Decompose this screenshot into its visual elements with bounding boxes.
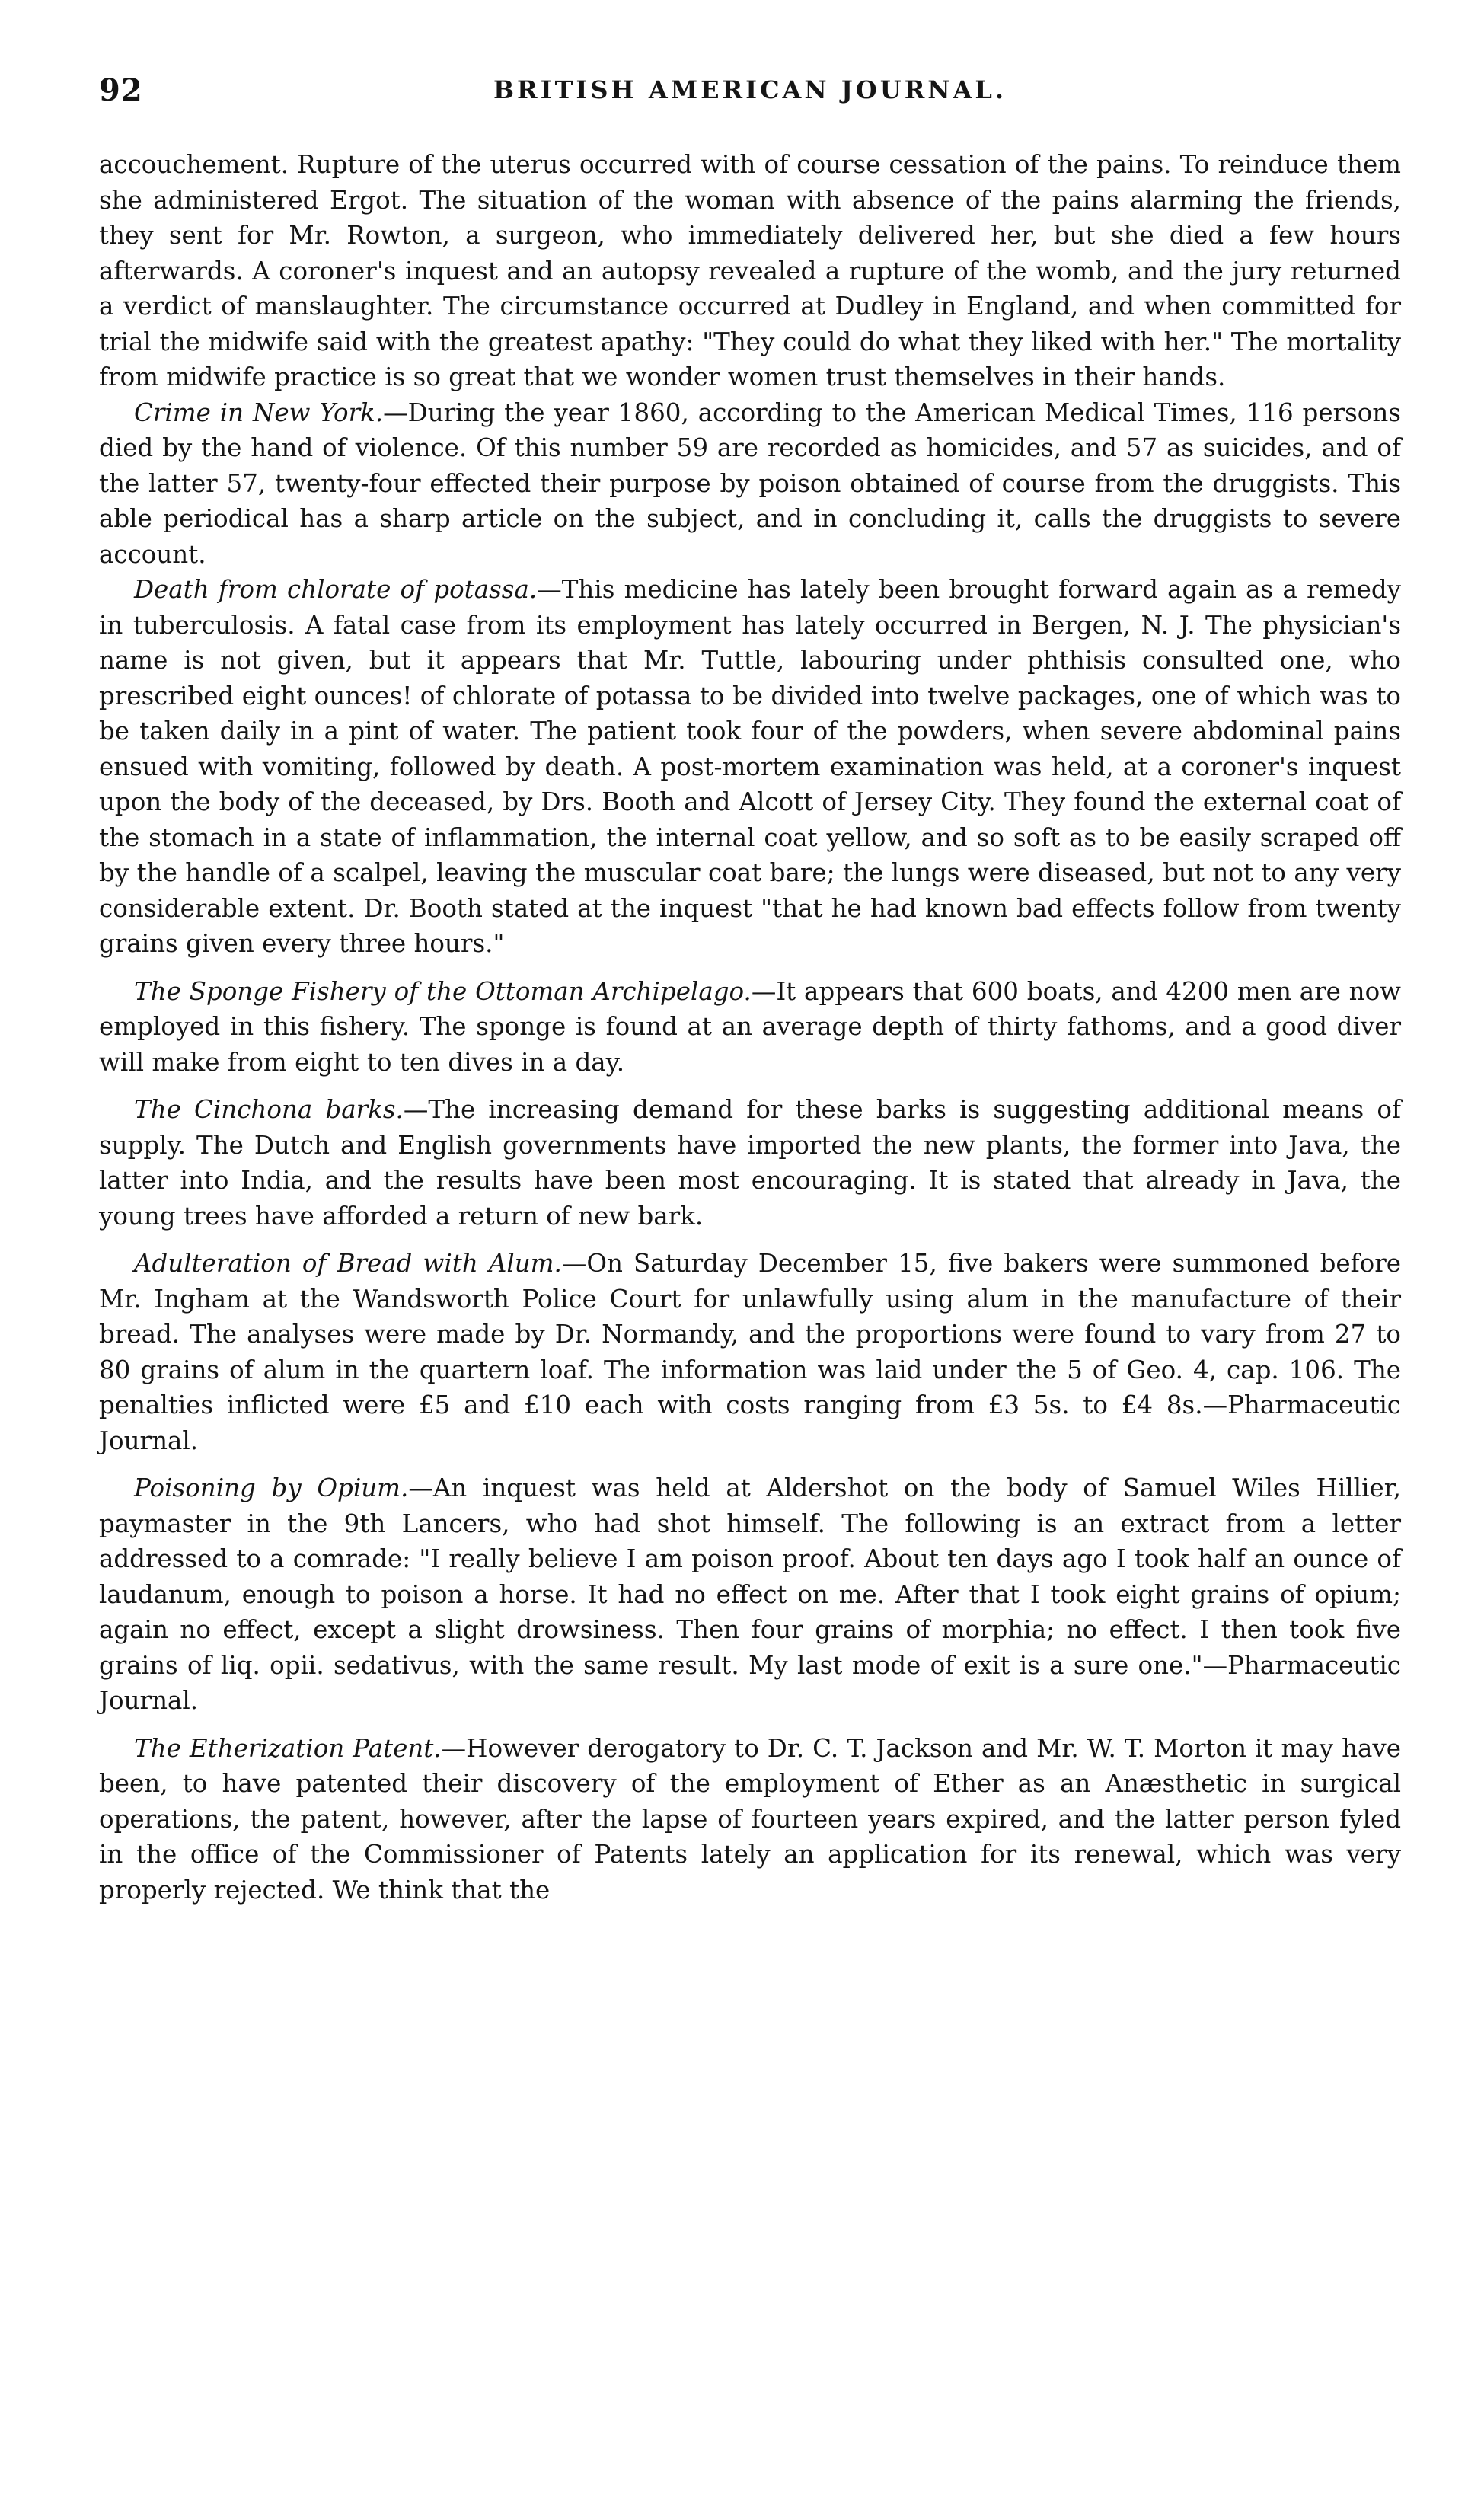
paragraph-crime-new-york <box>99 395 1401 573</box>
paragraph-heading: Adulteration of Bread with Alum. <box>134 1249 562 1278</box>
paragraph-continued <box>99 147 1401 395</box>
paragraph-bread-alum <box>99 1246 1401 1458</box>
paragraph-text: accouchement. Rupture of the uterus occurred with of course cessation of the pains. To reinduce them she administered Ergot. The situation of the woman with absence of the pains alarming the friends, they sent for Mr. Rowton, a surgeon, who immediately delivered her, but she died a few hours afterwards. A coroner's inquest and an autopsy revealed a rupture of the womb, and the jury returned a verdict of manslaughter. The circumstance occurred at Dudley in England, and when committed for trial the midwife said with the greatest apathy: "They could do what they liked with her." The mortality from midwife practice is so great that we wonder women trust themselves in their hands. <box>99 150 1401 391</box>
article-body <box>99 147 1401 1908</box>
paragraph-heading: Death from chlorate of potassa. <box>134 575 538 604</box>
paragraph-heading: The Cinchona barks. <box>134 1095 404 1124</box>
paragraph-heading: The Etherization Patent. <box>134 1733 442 1763</box>
page-number: 92 <box>99 72 143 108</box>
paragraph-text: —During the year 1860, according to the American Medical Times, 116 persons died by the hand of violence. Of this number 59 are recorded as homicides, and 57 as suicides, and of the latter 57, twenty-four effected their purpose by poison obtained of course from the druggists. This able periodical has a sharp article on the subject, and in concluding it, calls the druggists to severe account. <box>99 398 1401 569</box>
journal-page <box>99 72 1401 1908</box>
paragraph-text: —An inquest was held at Aldershot on the body of Samuel Wiles Hillier, paymaster in the 9th Lancers, who had shot himself. The following is an extract from a letter addressed to a comrade: "I really believe I am poison proof. About ten days ago I took half an ounce of laudanum, enough to poison a horse. It had no effect on me. After that I took eight grains of opium; again no effect, except a slight drowsiness. Then four grains of morphia; no effect. I then took five grains of liq. opii. sedativus, with the same result. My last mode of exit is a sure one."—Pharmaceutic Journal. <box>99 1473 1401 1715</box>
running-title: BRITISH AMERICAN JOURNAL. <box>493 75 1007 104</box>
paragraph-etherization-patent <box>99 1731 1401 1908</box>
paragraph-text: —It appears that 600 boats, and 4200 men are now employed in this fishery. The sponge is found at an average depth of thirty fathoms, and a good diver will make from eight to ten dives in a day. <box>99 976 1401 1077</box>
paragraph-heading: The Sponge Fishery of the Ottoman Archipelago. <box>134 976 752 1006</box>
paragraph-text: —On Saturday December 15, five bakers were summoned before Mr. Ingham at the Wandsworth Police Court for unlawfully using alum in the manufacture of their bread. The analyses were made by Dr. Normandy, and the proportions were found to vary from 27 to 80 grains of alum in the quartern loaf. The information was laid under the 5 of Geo. 4, cap. 106. The penalties inflicted were £5 and £10 each with costs ranging from £3 5s. to £4 8s.—Pharmaceutic Journal. <box>99 1249 1401 1455</box>
paragraph-sponge-fishery <box>99 974 1401 1081</box>
page-header <box>99 72 1401 133</box>
paragraph-text: —However derogatory to Dr. C. T. Jackson and Mr. W. T. Morton it may have been, to have patented their discovery of the employment of Ether as an Anæsthetic in surgical operations, the patent, however, after the lapse of fourteen years expired, and the latter person fyled in the office of the Commissioner of Patents lately an application for its renewal, which was very properly rejected. We think that the <box>99 1733 1401 1905</box>
paragraph-text: —The increasing demand for these barks is suggesting additional means of supply. The Dutch and English governments have imported the new plants, the former into Java, the latter into India, and the results have been most encouraging. It is stated that already in Java, the young trees have afforded a return of new bark. <box>99 1095 1401 1231</box>
paragraph-chlorate-potassa <box>99 572 1401 962</box>
paragraph-cinchona-barks <box>99 1092 1401 1234</box>
paragraph-opium-poisoning <box>99 1470 1401 1719</box>
paragraph-heading: Poisoning by Opium. <box>134 1473 409 1502</box>
paragraph-heading: Crime in New York. <box>134 398 384 427</box>
paragraph-text: —This medicine has lately been brought forward again as a remedy in tuberculosis. A fatal case from its employment has lately occurred in Bergen, N. J. The physician's name is not given, but it appears that Mr. Tuttle, labouring under phthisis consulted one, who prescribed eight ounces! of chlorate of potassa to be divided into twelve packages, one of which was to be taken daily in a pint of water. The patient took four of the powders, when severe abdominal pains ensued with vomiting, followed by death. A post-mortem examination was held, at a coroner's inquest upon the body of the deceased, by Drs. Booth and Alcott of Jersey City. They found the external coat of the stomach in a state of inflammation, the internal coat yellow, and so soft as to be easily scraped off by the handle of a scalpel, leaving the muscular coat bare; the lungs were diseased, but not to any very considerable extent. Dr. Booth stated at the inquest "that he had known bad effects follow from twenty grains given every three hours." <box>99 575 1402 958</box>
